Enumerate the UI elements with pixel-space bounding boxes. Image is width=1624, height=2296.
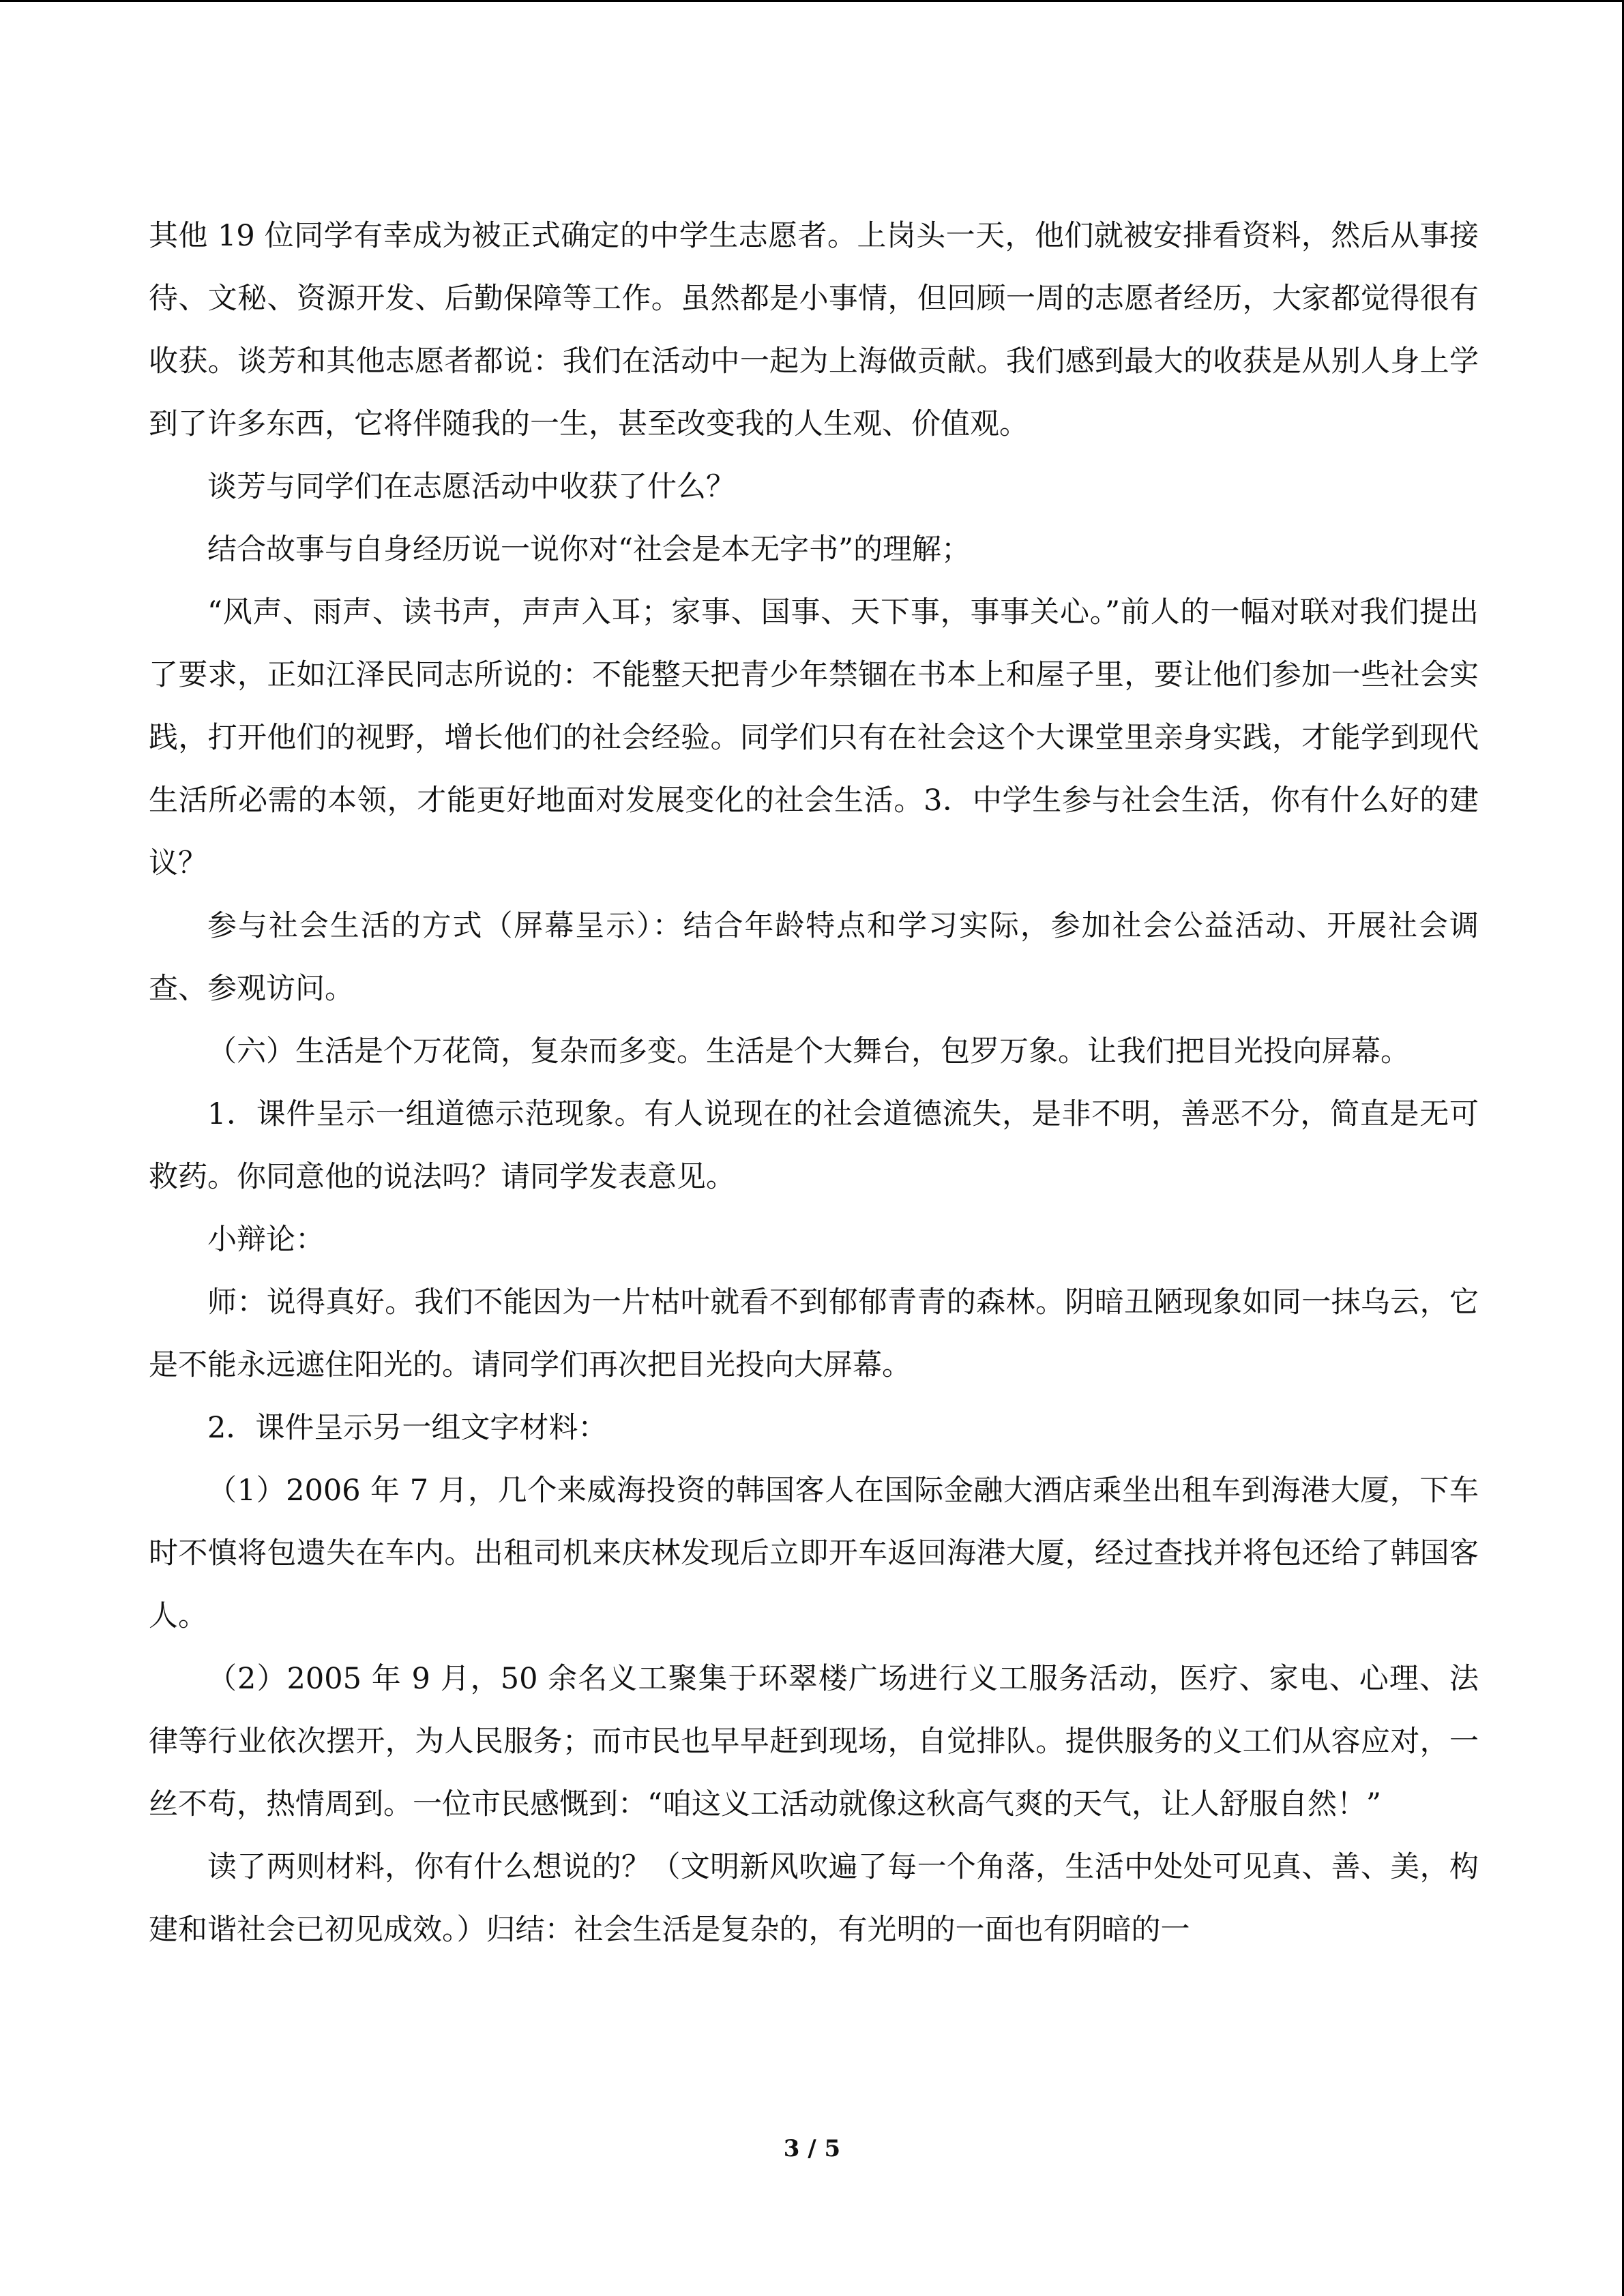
paragraph-material-two: （2）2005 年 9 月，50 余名义工聚集于环翠楼广场进行义工服务活动，医疗、家电、心理、法律等行业依次摆开，为人民服务；而市民也早早赶到现场，自觉排队。提供服务的义工们从容应对，一丝不苟，热情周到。一位市民感慨到：“咱这义工活动就像这秋高气爽的天气，让人舒服自然！” — [149, 1662, 1479, 1821]
document-body — [149, 205, 1479, 1961]
paragraph-material-intro: 2．课件呈示另一组文字材料： — [207, 1411, 608, 1445]
paragraph-couplet: “风声、雨声、读书声，声声入耳；家事、国事、天下事，事事关心。”前人的一幅对联对我们提出了要求，正如江泽民同志所说的：不能整天把青少年禁锢在书本上和屋子里，要让他们参加一些社会实践，打开他们的视野，增长他们的社会经验。同学们只有在社会这个大课堂里亲身实践，才能学到现代生活所必需的本领，才能更好地面对发展变化的社会生活。3．中学生参与社会生活，你有什么好的建议？ — [149, 595, 1479, 880]
paragraph-question-society-book: 结合故事与自身经历说一说你对“社会是本无字书”的理解； — [207, 533, 971, 567]
page-number: 3 / 5 — [783, 2135, 841, 2162]
paragraph-debate: 小辩论： — [207, 1223, 325, 1257]
paragraph-volunteer-story: 其他 19 位同学有幸成为被正式确定的中学生志愿者。上岗头一天，他们就被安排看资料，然后从事接待、文秘、资源开发、后勤保障等工作。虽然都是小事情，但回顾一周的志愿者经历，大家都觉得很有收获。谈芳和其他志愿者都说：我们在活动中一起为上海做贡献。我们感到最大的收获是从别人身上学到了许多东西，它将伴随我的一生，甚至改变我的人生观、价值观。 — [149, 219, 1479, 441]
paragraph-material-one: （1）2006 年 7 月，几个来威海投资的韩国客人在国际金融大酒店乘坐出租车到海港大厦，下车时不慎将包遗失在车内。出租司机来庆林发现后立即开车返回海港大厦，经过查找并将包还给了韩国客人。 — [149, 1474, 1479, 1633]
paragraph-moral-examples: 1．课件呈示一组道德示范现象。有人说现在的社会道德流失，是非不明，善恶不分，简直是无可救药。你同意他的说法吗？请同学发表意见。 — [149, 1097, 1479, 1194]
paragraph-participation-methods: 参与社会生活的方式（屏幕呈示）：结合年龄特点和学习实际，参加社会公益活动、开展社会调查、参观访问。 — [149, 909, 1479, 1006]
paragraph-conclusion: 读了两则材料，你有什么想说的？（文明新风吹遍了每一个角落，生活中处处可见真、善、美，构建和谐社会已初见成效。）归结：社会生活是复杂的，有光明的一面也有阴暗的一 — [149, 1850, 1479, 1947]
paragraph-question-gains: 谈芳与同学们在志愿活动中收获了什么？ — [207, 470, 735, 504]
paragraph-teacher-remark: 师：说得真好。我们不能因为一片枯叶就看不到郁郁青青的森林。阴暗丑陋现象如同一抹乌云，它是不能永远遮住阳光的。请同学们再次把目光投向大屏幕。 — [149, 1285, 1479, 1382]
paragraph-section-six: （六）生活是个万花筒，复杂而多变。生活是个大舞台，包罗万象。让我们把目光投向屏幕。 — [207, 1034, 1410, 1069]
